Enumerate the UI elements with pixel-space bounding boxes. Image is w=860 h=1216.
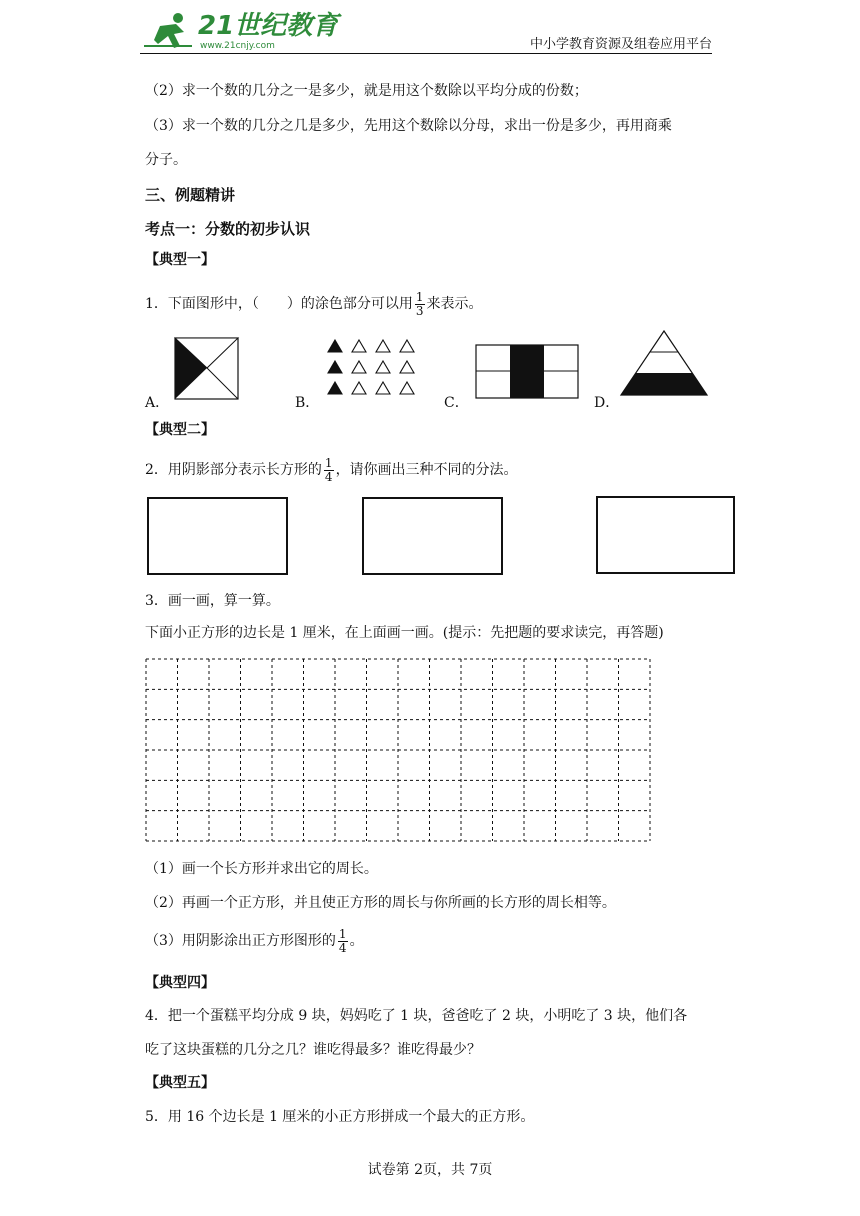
page-footer: 试卷第 2页，共 7页 — [367, 1162, 493, 1178]
question-3-2: （2）再画一个正方形，并且使正方形的周长与你所画的长方形的周长相等。 — [145, 895, 616, 911]
q2-fraction: $\frac{1}{4}$ — [324, 455, 333, 484]
dotted-grid[interactable] — [145, 658, 651, 842]
question-1 — [145, 287, 483, 321]
type-4-label: 【典型四】 — [145, 975, 215, 991]
question-2: 2．用阴影部分表示长方形的 $\frac{1}{4}$ ，请你画出三种不同的分法。 — [145, 455, 518, 484]
q1-text-pre: 1．下面图形中，（ ）的涂色部分可以用 — [145, 296, 413, 312]
option-b-figure — [325, 338, 419, 398]
type-5-label: 【典型五】 — [145, 1075, 215, 1091]
paragraph-2: （2）求一个数的几分之一是多少，就是用这个数除以平均分成的份数； — [145, 83, 588, 99]
paragraph-3a: （3）求一个数的几分之几是多少，先用这个数除以分母，求出一份是多少，再用商乘 — [145, 118, 672, 134]
logo-runner-icon — [140, 10, 200, 54]
q1-fraction: $\frac{1}{3}$ — [415, 289, 424, 318]
question-4a: 4．把一个蛋糕平均分成 9 块，妈妈吃了 1 块，爸爸吃了 2 块，小明吃了 3 块，他们各 — [145, 1008, 688, 1024]
paragraph-3b: 分子。 — [145, 152, 187, 168]
header-rule — [140, 53, 712, 54]
option-c-figure — [475, 344, 580, 400]
option-b-label[interactable]: B． — [295, 395, 320, 411]
question-3-desc: 下面小正方形的边长是 1 厘米，在上面画一画。(提示：先把题的要求读完，再答题) — [145, 625, 664, 641]
platform-name: 中小学教育资源及组卷应用平台 — [529, 37, 712, 52]
option-a-label[interactable]: A． — [145, 395, 170, 411]
question-4b: 吃了这块蛋糕的几分之几？谁吃得最多？谁吃得最少？ — [145, 1042, 481, 1058]
option-c-label[interactable]: C． — [444, 395, 469, 411]
question-3-1: （1）画一个长方形并求出它的周长。 — [145, 861, 378, 877]
kaodian-title: 考点一：分数的初步认识 — [145, 220, 311, 238]
type-2-label: 【典型二】 — [145, 422, 215, 438]
question-3-3: （3）用阴影涂出正方形图形的 $\frac{1}{4}$ 。 — [145, 926, 364, 955]
q3-fraction: $\frac{1}{4}$ — [338, 926, 347, 955]
option-d-label[interactable]: D． — [594, 395, 620, 411]
answer-rectangle-2[interactable] — [362, 497, 503, 575]
logo-url: www.21cnjy.com — [200, 41, 275, 51]
option-d-figure — [619, 329, 709, 397]
question-3-title: 3．画一画，算一算。 — [145, 593, 280, 609]
answer-rectangle-3[interactable] — [596, 496, 735, 574]
answer-rectangle-1[interactable] — [147, 497, 288, 575]
section-title: 三、例题精讲 — [145, 186, 236, 204]
header — [140, 10, 712, 54]
option-a-figure — [174, 337, 240, 401]
type-1-label: 【典型一】 — [145, 252, 215, 268]
question-5: 5．用 16 个边长是 1 厘米的小正方形拼成一个最大的正方形。 — [145, 1109, 535, 1125]
logo-text: 21世纪教育 — [198, 11, 339, 41]
q1-text-post: 来表示。 — [426, 296, 483, 312]
